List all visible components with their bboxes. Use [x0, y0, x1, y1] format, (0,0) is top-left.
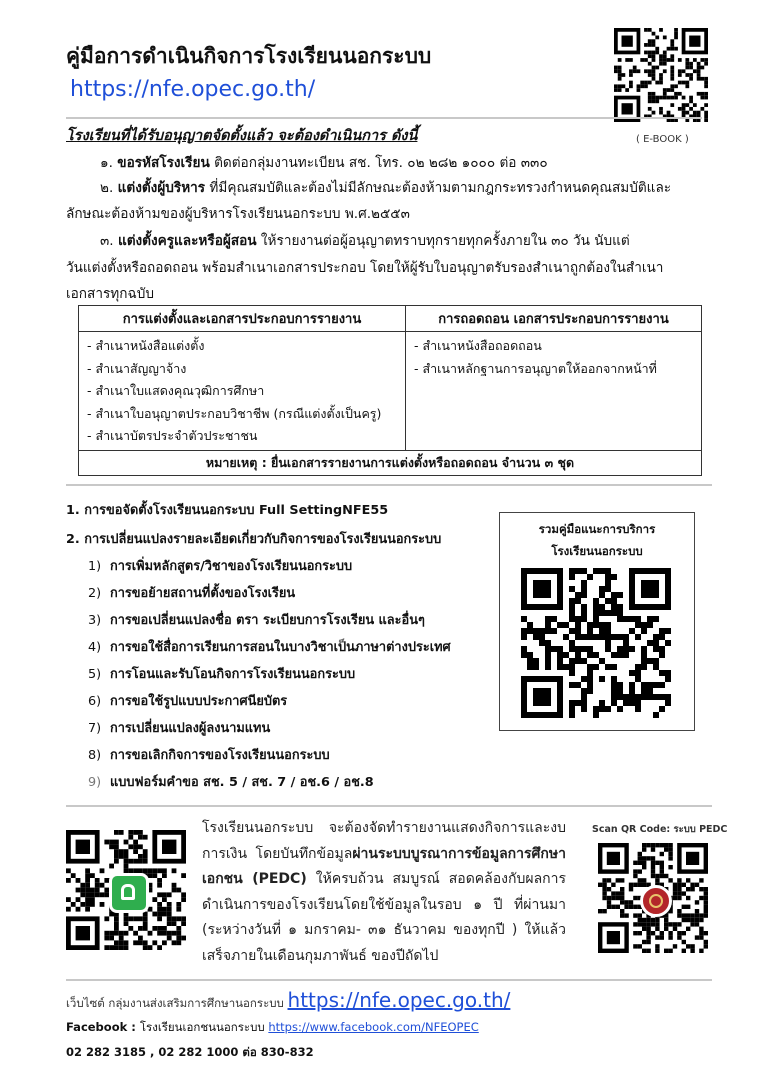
divider-bottom: [66, 979, 712, 981]
divider-lower: [66, 805, 712, 807]
requirement-2: [100, 176, 704, 200]
procedure-sub-8[interactable]: 8) การขอเลิกกิจการของโรงเรียนนอกระบบ: [88, 748, 330, 763]
facebook-link[interactable]: https://www.facebook.com/NFEOPEC: [268, 1020, 479, 1034]
procedure-item-1[interactable]: 1. การขอจัดตั้งโรงเรียนนอกระบบ Full SettingNFE55: [66, 503, 389, 518]
procedure-sub-1[interactable]: 1) การเพิ่มหลักสูตร/วิชาของโรงเรียนนอกระบบ: [88, 559, 353, 574]
pedc-seal-icon: [640, 885, 672, 917]
procedure-sub-3[interactable]: 3) การขอเปลี่ยนแปลงชื่อ ตรา ระเบียบการโรงเรียน และอื่นๆ: [88, 613, 425, 628]
requirement-3-cont: วันแต่งตั้งหรือถอดถอน พร้อมสำเนาเอกสารประกอบ โดยให้ผู้รับใบอนุญาตรับรองสำเนาถูกต้องในสำเนา: [66, 260, 664, 276]
list-item: - สำเนาใบอนุญาตประกอบวิชาชีพ (กรณีแต่งตั้งเป็นครู): [87, 405, 382, 421]
requirement-2-cont: ลักษณะต้องห้ามของผู้บริหารโรงเรียนนอกระบบ พ.ศ.๒๕๕๓: [66, 206, 410, 222]
pedc-scan-label: Scan QR Code: ระบบ PEDC: [592, 824, 728, 835]
requirement-1-num: ๑.: [100, 155, 113, 171]
appoint-docs-cell: [79, 332, 406, 451]
list-item: - สำเนาบัตรประจำตัวประชาชน: [87, 428, 258, 443]
ebook-qr-code: [614, 28, 708, 122]
footer-phone: 02 282 3185 , 02 282 1000 ต่อ 830-832: [66, 1045, 314, 1059]
requirement-3-title: แต่งตั้งครูและหรือผู้สอน: [117, 233, 257, 249]
footer-website-link[interactable]: https://nfe.opec.go.th/: [287, 988, 511, 1012]
requirement-1-title: ขอรหัสโรงเรียน: [117, 155, 210, 171]
list-item: - สำเนาใบแสดงคุณวุฒิการศึกษา: [87, 383, 265, 398]
requirement-2-num: ๒.: [100, 180, 114, 196]
requirement-3: [100, 229, 710, 253]
section-heading: โรงเรียนที่ได้รับอนุญาตจัดตั้งแล้ว จะต้องดำเนินการ ดังนี้: [66, 128, 418, 144]
requirement-3-text: ให้รายงานต่อผู้อนุญาตทราบทุกรายทุกครั้งภายใน ๓๐ วัน นับแต่: [256, 233, 630, 249]
documents-table: [78, 305, 702, 476]
line-app-icon: [109, 873, 149, 913]
requirement-3-cont2: เอกสารทุกฉบับ: [66, 286, 154, 302]
qr-box-title: รวมคู่มือแนะการบริการ โรงเรียนนอกระบบ: [538, 522, 656, 558]
requirement-1-text: ติดต่อกลุ่มงานทะเบียน สช. โทร. ๐๒ ๒๘๒ ๑๐๐๐ ต่อ ๓๓๐: [209, 155, 548, 171]
procedure-sub-2[interactable]: 2) การขอย้ายสถานที่ตั้งของโรงเรียน: [88, 586, 296, 601]
table-note: หมายเหตุ : ยื่นเอกสารรายงานการแต่งตั้งหรือถอดถอน จำนวน ๓ ชุด: [79, 450, 702, 475]
ebook-label: ( E-BOOK ): [636, 134, 689, 145]
service-guide-qr-code: [521, 568, 671, 718]
requirement-3-num: ๓.: [100, 233, 114, 249]
requirement-1: [100, 151, 704, 175]
page-title: คู่มือการดำเนินกิจการโรงเรียนนอกระบบ: [66, 44, 432, 68]
requirement-2-text: ที่มีคุณสมบัติและต้องไม่มีลักษณะต้องห้ามตามกฎกระทรวงกำหนดคุณสมบัติและ: [205, 180, 672, 196]
divider-top: [66, 117, 702, 119]
pedc-system-name: ผ่านระบบบูรณาการข้อมูลการศึกษาเอกชน (PEDC): [202, 845, 566, 887]
requirement-2-title: แต่งตั้งผู้บริหาร: [117, 180, 206, 196]
list-item: - สำเนาหนังสือถอดถอน: [414, 338, 542, 353]
list-item: - สำเนาหลักฐานการอนุญาตให้ออกจากหน้าที่: [414, 360, 657, 376]
list-item: - สำเนาหนังสือแต่งตั้ง: [87, 338, 205, 353]
procedure-sub-7[interactable]: 7) การเปลี่ยนแปลงผู้ลงนามแทน: [88, 721, 271, 736]
procedure-sub-5[interactable]: 5) การโอนและรับโอนกิจการโรงเรียนนอกระบบ: [88, 667, 356, 682]
procedure-item-2[interactable]: 2. การเปลี่ยนแปลงรายละเอียดเกี่ยวกับกิจการของโรงเรียนนอกระบบ: [66, 532, 442, 547]
divider-mid: [66, 484, 712, 486]
header-url-link[interactable]: https://nfe.opec.go.th/: [70, 77, 316, 102]
footer-facebook: Facebook : โรงเรียนเอกชนนอกระบบ https://www.facebook.com/NFEOPEC: [66, 1020, 479, 1034]
remove-docs-cell: [406, 332, 702, 451]
procedure-sub-6[interactable]: 6) การขอใช้รูปแบบประกาศนียบัตร: [88, 694, 288, 709]
pedc-paragraph: โรงเรียนนอกระบบ จะต้องจัดทำรายงานแสดงกิจการและงบการเงิน โดยบันทึกข้อมูลผ่านระบบบูรณาการข้อมูลการศึกษาเอกชน (PEDC) ให้ครบถ้วน สมบูรณ์ สอดคล้องกับผลการดำเนินการของโรงเรียนโดยใช้ข้อมูลในรอบ ๑ ปี ที่ผ่านมา (ระหว่างวันที่ ๑ มกราคม- ๓๑ ธันวาคม ของทุกปี ) ให้แล้วเสร็จภายในเดือนกุมภาพันธ์ ของปีถัดไป: [202, 820, 567, 964]
list-item: - สำเนาสัญญาจ้าง: [87, 360, 187, 376]
footer-website: เว็บไซต์ กลุ่มงานส่งเสริมการศึกษานอกระบบ https://nfe.opec.go.th/: [66, 988, 511, 1012]
procedure-sub-9[interactable]: 9) แบบฟอร์มคำขอ สช. 5 / สช. 7 / อช.6 / อช.8: [88, 775, 374, 790]
procedure-sub-4[interactable]: 4) การขอใช้สื่อการเรียนการสอนในบางวิชาเป็นภาษาต่างประเทศ: [88, 640, 451, 655]
table-header-remove: การถอดถอน เอกสารประกอบการรายงาน: [406, 306, 702, 332]
table-header-appoint: การแต่งตั้งและเอกสารประกอบการรายงาน: [79, 306, 406, 332]
